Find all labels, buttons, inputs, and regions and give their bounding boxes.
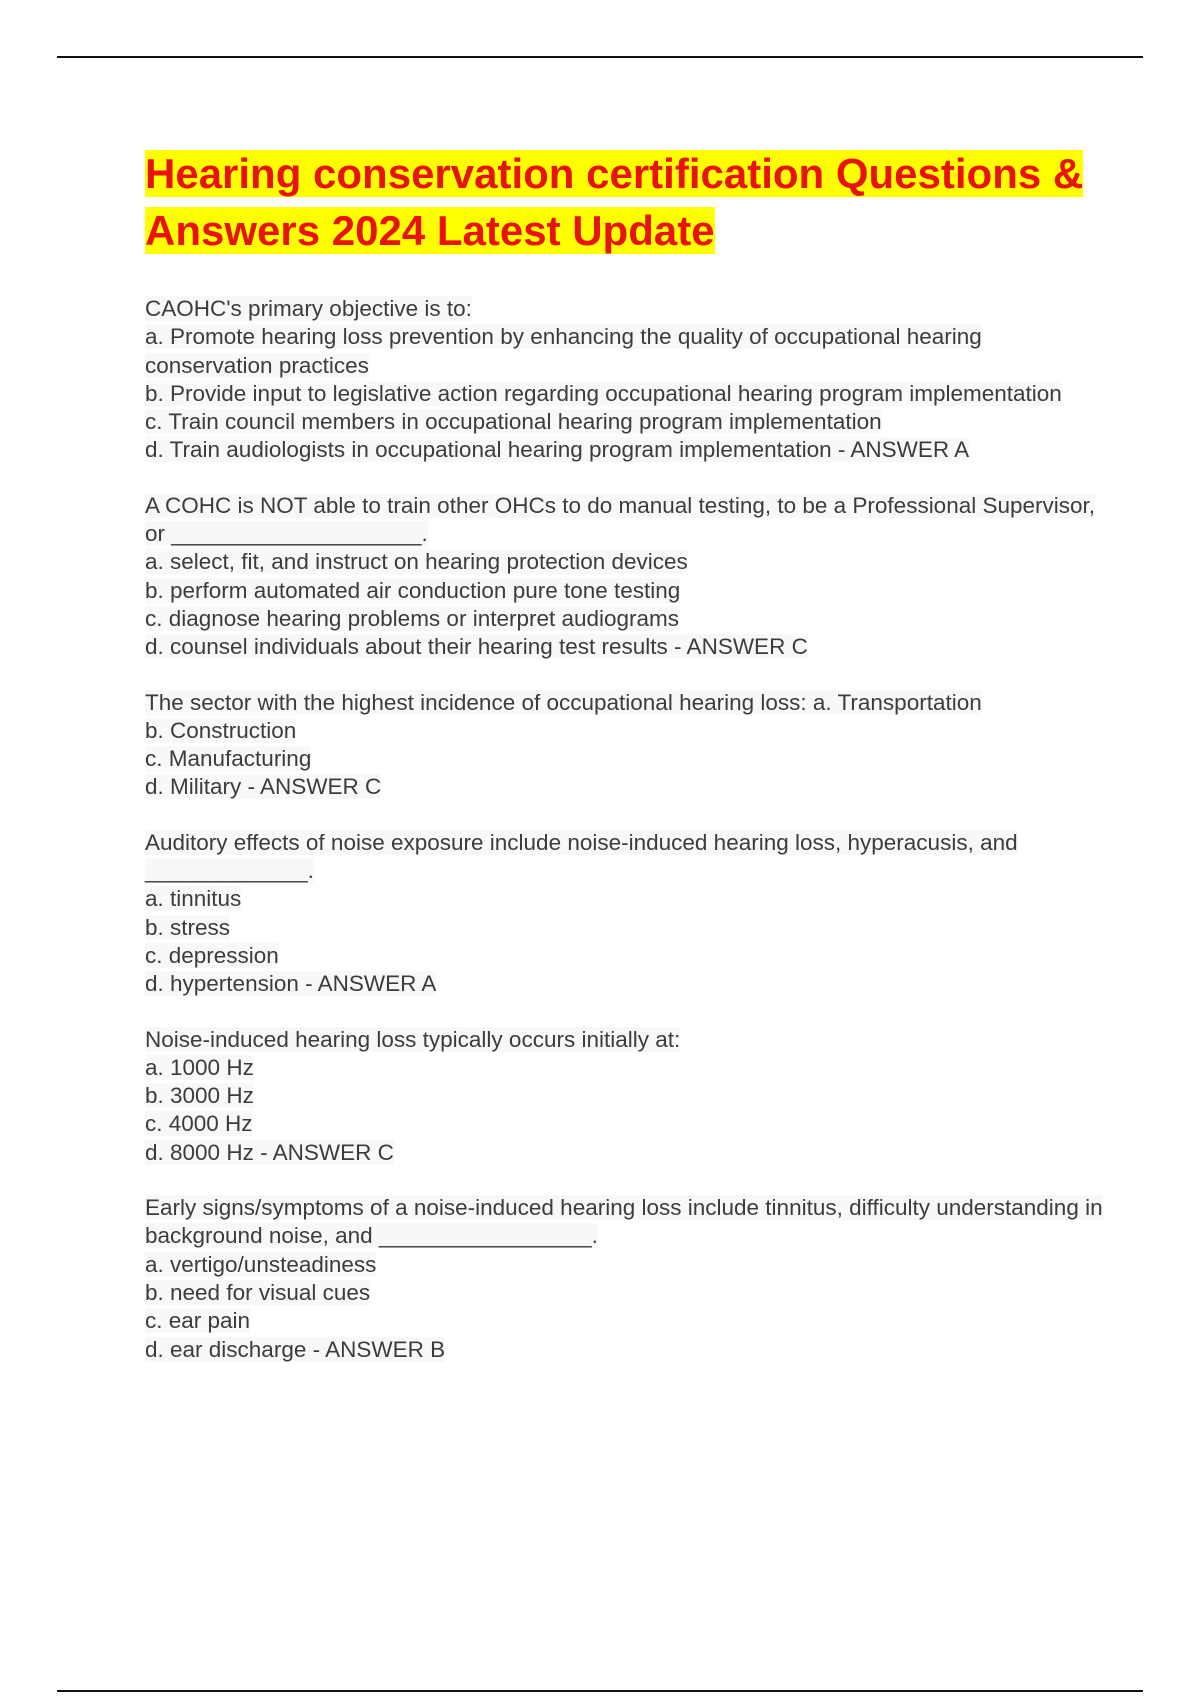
answer-option: b. Construction <box>145 717 297 743</box>
answer-option: c. depression <box>145 942 279 968</box>
answer-option: b. need for visual cues <box>145 1279 371 1305</box>
answer-option: c. diagnose hearing problems or interpret audiograms <box>145 605 680 631</box>
question-stem: Noise-induced hearing loss typically occurs initially at: <box>145 1026 681 1052</box>
answer-option: d. Military - ANSWER C <box>145 774 382 800</box>
question-block <box>145 689 1105 802</box>
answer-option: d. hypertension - ANSWER A <box>145 971 437 997</box>
answer-option: c. 4000 Hz <box>145 1111 253 1137</box>
top-rule <box>57 56 1143 58</box>
answer-option: b. 3000 Hz <box>145 1083 254 1109</box>
question-block <box>145 295 1105 465</box>
answer-option: d. counsel individuals about their hearing test results - ANSWER C <box>145 634 808 660</box>
question-block <box>145 1194 1105 1364</box>
answer-option: a. tinnitus <box>145 886 242 912</box>
question-stem: Early signs/symptoms of a noise-induced hearing loss include tinnitus, difficulty understanding in background noise, and _________________. <box>145 1195 1103 1249</box>
answer-option: a. 1000 Hz <box>145 1054 254 1080</box>
answer-option: d. 8000 Hz - ANSWER C <box>145 1139 394 1165</box>
answer-option: c. Manufacturing <box>145 746 312 772</box>
answer-option: b. perform automated air conduction pure tone testing <box>145 577 681 603</box>
answer-option: a. select, fit, and instruct on hearing protection devices <box>145 549 688 575</box>
question-stem: A COHC is NOT able to train other OHCs to do manual testing, to be a Professional Supervisor, or ____________________. <box>145 492 1096 547</box>
bottom-rule <box>57 1690 1143 1692</box>
answer-option: d. ear discharge - ANSWER B <box>145 1336 446 1362</box>
answer-option: b. stress <box>145 914 231 940</box>
answer-option: a. Promote hearing loss prevention by enhancing the quality of occupational hearing conservation practices <box>145 324 982 378</box>
answer-option: a. vertigo/unsteadiness <box>145 1251 377 1277</box>
question-stem: Auditory effects of noise exposure include noise-induced hearing loss, hyperacusis, and _____________. <box>145 829 1018 884</box>
document-body <box>145 145 1105 1391</box>
answer-option: c. ear pain <box>145 1308 251 1334</box>
question-stem: The sector with the highest incidence of occupational hearing loss: a. Transportation <box>145 689 982 715</box>
question-block <box>145 829 1105 999</box>
document-title: Hearing conservation certification Questions & Answers 2024 Latest Update <box>145 150 1084 254</box>
question-stem: CAOHC's primary objective is to: <box>145 296 472 321</box>
answer-option: c. Train council members in occupational hearing program implementation <box>145 409 882 435</box>
question-block <box>145 492 1105 662</box>
answer-option: d. Train audiologists in occupational hearing program implementation - ANSWER A <box>145 437 970 463</box>
question-block <box>145 1026 1105 1167</box>
answer-option: b. Provide input to legislative action regarding occupational hearing program implementation <box>145 380 1062 406</box>
